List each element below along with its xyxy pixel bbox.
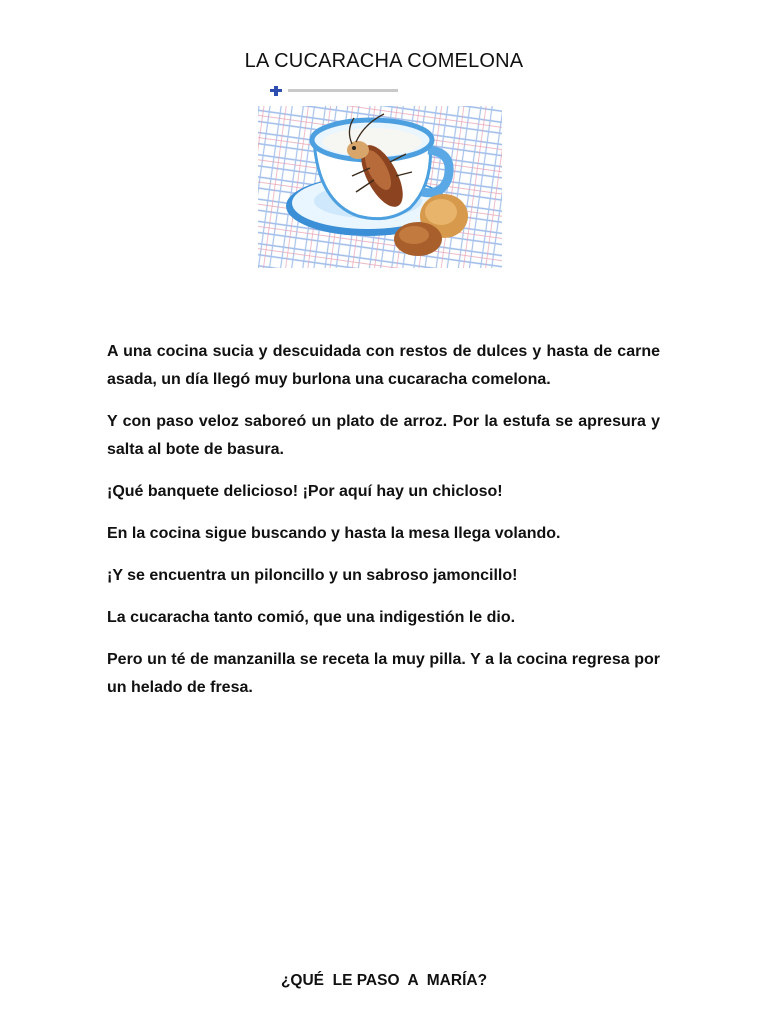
story-paragraph: A una cocina sucia y descuidada con restos de dulces y hasta de carne asada, un día llegó muy burlona una cucaracha comelona. — [107, 343, 660, 388]
story-paragraph: ¡Y se encuentra un piloncillo y un sabroso jamoncillo! — [107, 567, 518, 584]
story-text — [107, 338, 660, 716]
story-paragraph: Pero un té de manzanilla se receta la muy pilla. Y a la cocina regresa por un helado de fresa. — [107, 651, 660, 696]
story-paragraph: En la cocina sigue buscando y hasta la mesa llega volando. — [107, 525, 561, 542]
story-paragraph: ¡Qué banquete delicioso! ¡Por aquí hay un chicloso! — [107, 483, 503, 500]
story-paragraph: La cucaracha tanto comió, que una indigestión le dio. — [107, 609, 516, 626]
story-paragraph: Y con paso veloz saboreó un plato de arroz. Por la estufa se apresura y salta al bote de basura. — [107, 413, 660, 458]
footer-question: ¿QUÉ LE PASO A MARÍA? — [280, 972, 488, 989]
cockroach-in-teacup-icon — [258, 84, 502, 268]
page-title: LA CUCARACHA COMELONA — [244, 50, 524, 72]
